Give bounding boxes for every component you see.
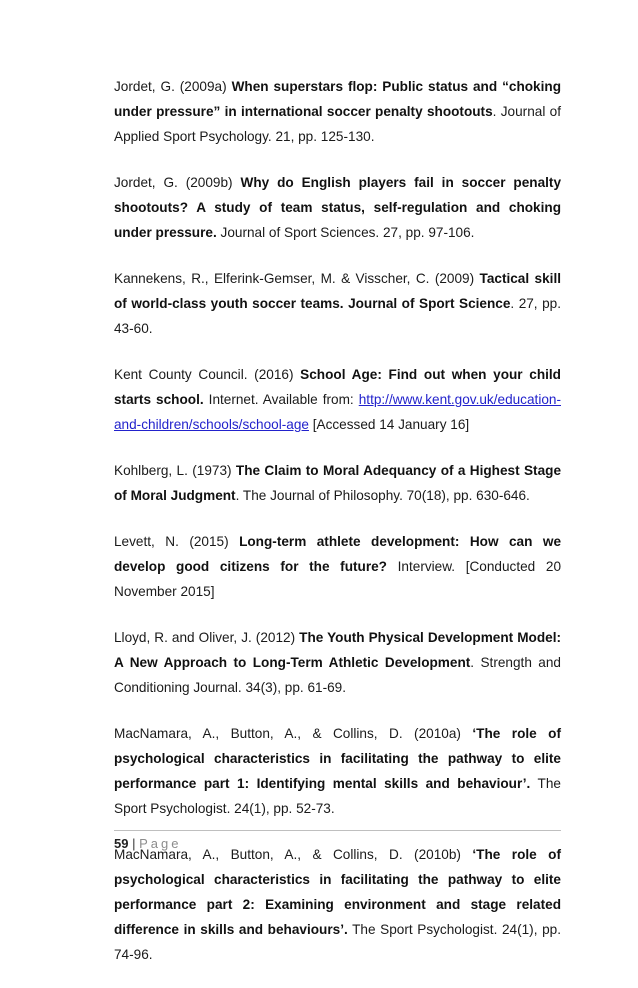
reference-entry — [114, 170, 561, 245]
reference-authors: Jordet, G. (2009b) — [114, 175, 241, 190]
page-number: 59 — [114, 836, 129, 851]
reference-title: Long-term athlete development: How can we develop good citizens for the future? — [114, 534, 562, 574]
reference-source: The Sport Psychologist. 24(1), pp. 74-96. — [114, 922, 561, 962]
reference-title: Why do English players fail in soccer penalty shootouts? A study of team status, self-regulation and choking under pressure. — [114, 175, 562, 240]
reference-source: Internet. Available from: — [203, 392, 359, 407]
reference-source: Journal of Sport Sciences. 27, pp. 97-106. — [216, 225, 475, 240]
reference-entry — [114, 74, 561, 149]
reference-title: School Age: Find out when your child starts school. — [114, 367, 561, 407]
reference-entry — [114, 266, 561, 341]
reference-accessed: [Accessed 14 January 16] — [308, 417, 470, 432]
reference-source: The Sport Psychologist. 24(1), pp. 52-73. — [114, 776, 561, 816]
reference-authors: MacNamara, A., Button, A., & Collins, D. (2010b) — [114, 847, 473, 862]
reference-entry — [114, 721, 561, 821]
reference-title: ‘The role of psychological characteristics in facilitating the pathway to elite performance part 1: Identifying mental skills and behaviour’. — [114, 726, 561, 791]
reference-entry — [114, 362, 561, 437]
reference-authors: Kohlberg, L. (1973) — [114, 463, 236, 478]
reference-authors: MacNamara, A., Button, A., & Collins, D. (2010a) — [114, 726, 473, 741]
footer-separator: | — [128, 836, 140, 851]
page-footer — [114, 836, 181, 851]
reference-link[interactable]: http://www.kent.gov.uk/education-and-children/schools/school-age — [114, 392, 561, 432]
reference-authors: Levett, N. (2015) — [114, 534, 240, 549]
reference-authors: Kannekens, R., Elferink-Gemser, M. & Visscher, C. (2009) — [114, 271, 480, 286]
reference-entry — [114, 842, 561, 967]
reference-authors: Jordet, G. (2009a) — [114, 79, 232, 94]
reference-authors: Kent County Council. (2016) — [114, 367, 301, 382]
reference-source: . 27, pp. 43-60. — [114, 296, 561, 336]
footer-divider — [114, 830, 561, 831]
reference-title: The Claim to Moral Adequancy of a Highest Stage of Moral Judgment — [114, 463, 562, 503]
reference-source: . Strength and Conditioning Journal. 34(3), pp. 61-69. — [114, 655, 561, 695]
reference-title: The Youth Physical Development Model: A New Approach to Long-Term Athletic Development — [114, 630, 562, 670]
reference-title: Tactical skill of world-class youth soccer teams. Journal of Sport Science — [114, 271, 561, 311]
reference-title: When superstars flop: Public status and “choking under pressure” in international soccer penalty shootouts — [114, 79, 562, 119]
reference-source: . The Journal of Philosophy. 70(18), pp. 630-646. — [235, 488, 530, 503]
reference-source: Interview. [Conducted 20 November 2015] — [114, 559, 562, 599]
reference-entry — [114, 529, 561, 604]
reference-entry — [114, 625, 561, 700]
reference-authors: Lloyd, R. and Oliver, J. (2012) — [114, 630, 300, 645]
page-label: Page — [139, 836, 182, 851]
reference-title: ‘The role of psychological characteristics in facilitating the pathway to elite performance part 2: Examining environment and stage related difference in skills and behaviours’. — [114, 847, 561, 937]
reference-entry — [114, 458, 561, 508]
reference-source: . Journal of Applied Sport Psychology. 21, pp. 125-130. — [114, 104, 561, 144]
